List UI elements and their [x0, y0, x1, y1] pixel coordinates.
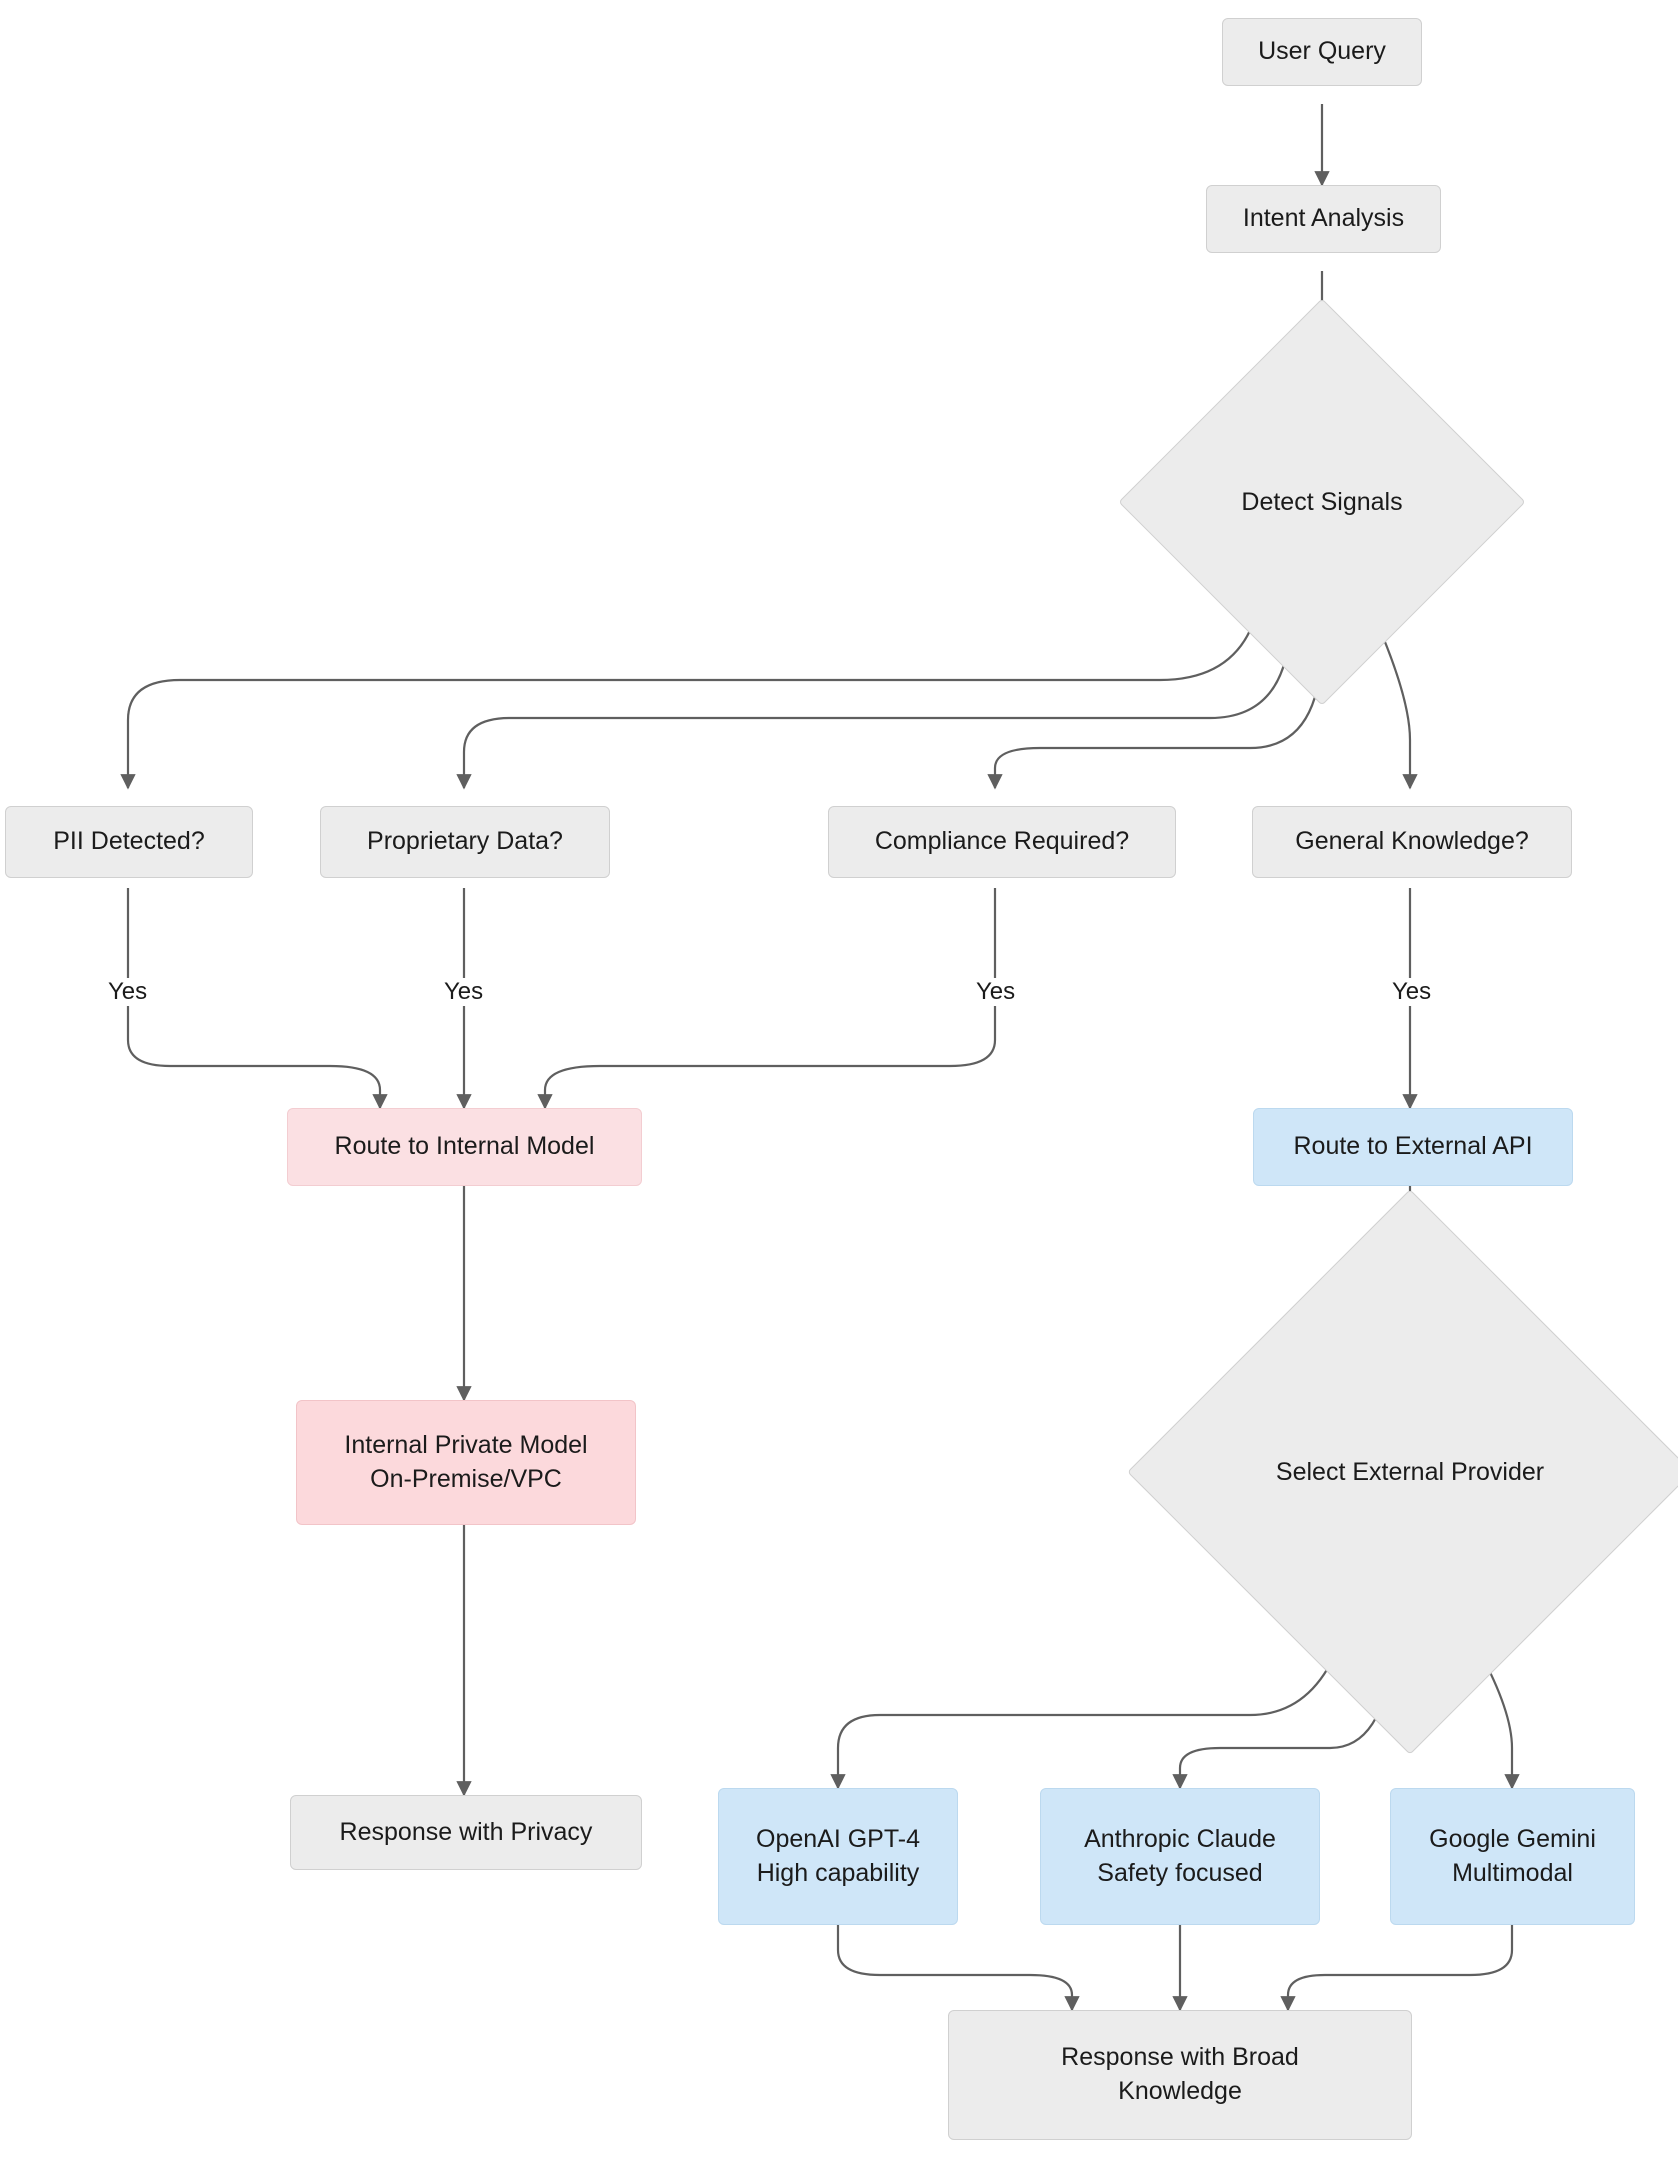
node-user-query[interactable] — [1222, 18, 1422, 86]
node-openai-gpt4[interactable] — [718, 1788, 958, 1925]
node-label-line-2: Multimodal — [1452, 1858, 1573, 1887]
node-response-with-privacy[interactable] — [290, 1795, 642, 1870]
node-internal-private-model[interactable] — [296, 1400, 636, 1525]
node-label: Select External Provider — [1275, 1457, 1545, 1486]
node-label: Route to Internal Model — [334, 1132, 595, 1161]
node-label-line-1: Internal Private Model — [344, 1430, 588, 1459]
node-select-external-provider[interactable] — [1210, 1272, 1610, 1672]
node-label-line-1: Google Gemini — [1429, 1824, 1596, 1853]
node-proprietary-data[interactable] — [320, 806, 610, 878]
node-label: Intent Analysis — [1242, 204, 1405, 233]
node-compliance-required[interactable] — [828, 806, 1176, 878]
node-google-gemini[interactable] — [1390, 1788, 1635, 1925]
edge-label-pii-yes: Yes — [104, 978, 151, 1006]
node-route-to-internal-model[interactable] — [287, 1108, 642, 1186]
node-label-line-2: High capability — [756, 1858, 920, 1887]
node-label: Response with Privacy — [339, 1817, 593, 1846]
node-label-line-1: Anthropic Claude — [1084, 1824, 1276, 1853]
node-pii-detected[interactable] — [5, 806, 253, 878]
node-label-line-1: Response with Broad — [1061, 2043, 1299, 2072]
node-general-knowledge[interactable] — [1252, 806, 1572, 878]
node-label: User Query — [1258, 37, 1386, 66]
node-label: Detect Signals — [1241, 487, 1403, 516]
node-label: Route to External API — [1293, 1132, 1533, 1161]
node-intent-analysis[interactable] — [1206, 185, 1441, 253]
node-label: PII Detected? — [53, 827, 205, 856]
node-label: Compliance Required? — [874, 827, 1130, 856]
node-response-with-broad-knowledge[interactable] — [948, 2010, 1412, 2140]
node-label: General Knowledge? — [1295, 827, 1529, 856]
node-label-line-2: On-Premise/VPC — [370, 1464, 562, 1493]
node-label-line-2: Safety focused — [1097, 1858, 1263, 1887]
edge-label-compliance-yes: Yes — [972, 978, 1019, 1006]
node-label: Proprietary Data? — [367, 827, 563, 856]
node-label-line-1: OpenAI GPT-4 — [756, 1824, 920, 1853]
node-anthropic-claude[interactable] — [1040, 1788, 1320, 1925]
node-detect-signals[interactable] — [1178, 358, 1466, 646]
edge-label-proprietary-yes: Yes — [440, 978, 487, 1006]
edge-label-general-yes: Yes — [1388, 978, 1435, 1006]
node-label-line-2: Knowledge — [1118, 2077, 1242, 2105]
node-route-to-external-api[interactable] — [1253, 1108, 1573, 1186]
